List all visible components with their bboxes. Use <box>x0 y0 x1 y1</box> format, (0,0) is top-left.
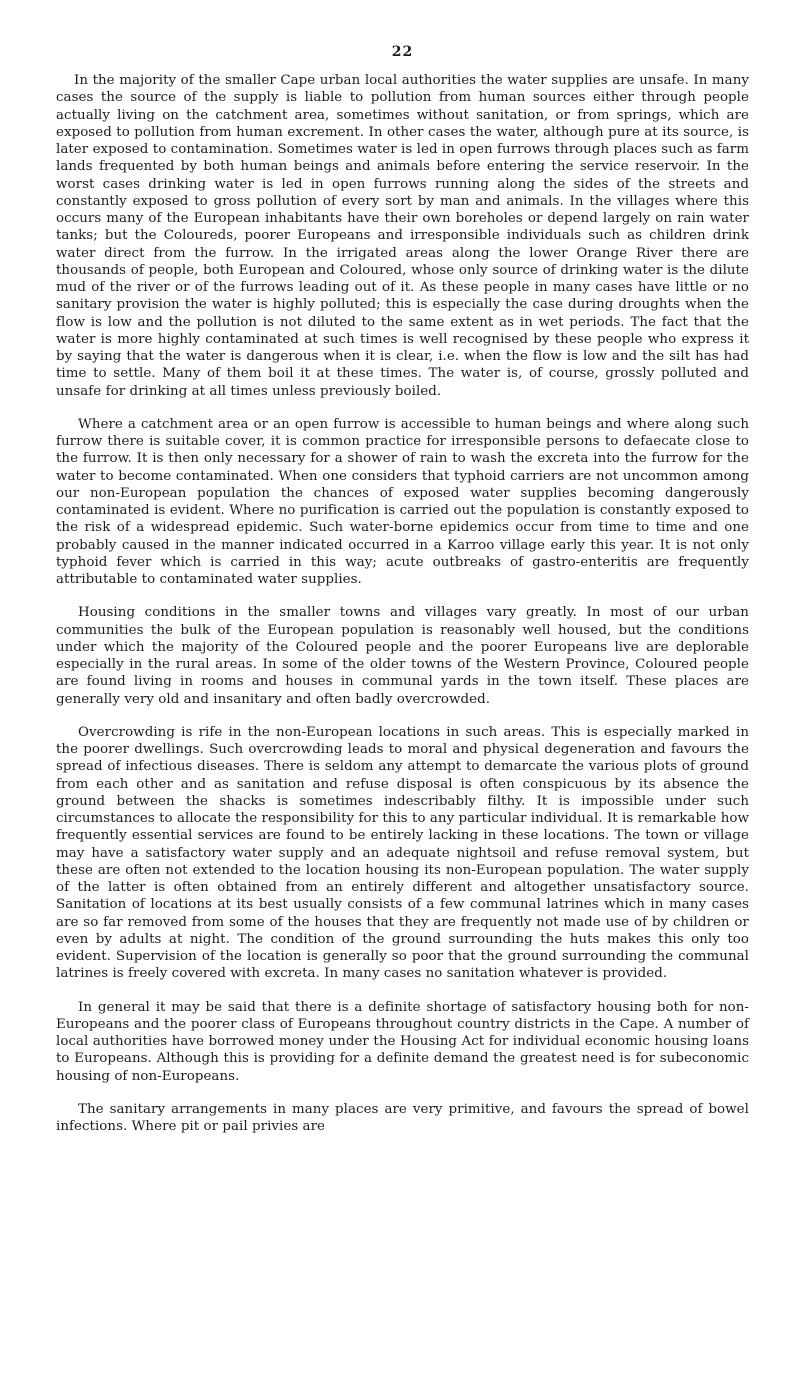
paragraph-water-supplies: In the majority of the smaller Cape urban local authorities the water supplies are unsafe. In many cases the source of the supply is liable to pollution from human sources either through people actually living on the catchment area, sometimes without sanitation, or from springs, which are exposed to pollution from human excrement. In other cases the water, although pure at its source, is later exposed to contamination. Sometimes water is led in open furrows through places such as farm lands frequented by both human beings and animals before entering the service reservoir. In the worst cases drinking water is led in open furrows running along the sides of the streets and constantly exposed to gross pollution of every sort by man and animals. In the villages where this occurs many of the European inhabitants have their own boreholes or depend largely on rain water tanks; but the Coloureds, poorer Europeans and irresponsible individuals such as children drink water direct from the furrow. In the irrigated areas along the lower Orange River there are thousands of people, both European and Coloured, whose only source of drinking water is the dilute mud of the river or of the furrows leading out of it. As these people in many cases have little or no sanitary provision the water is highly polluted; this is especially the case during droughts when the flow is low and the pollution is not diluted to the same extent as in wet periods. The fact that the water is more highly contaminated at such times is well recognised by these people who express it by saying that the water is dangerous when it is clear, i.e. when the flow is low and the silt has had time to settle. Many of them boil it at these times. The water is, of course, grossly polluted and unsafe for drinking at all times unless previously boiled. <box>56 73 749 399</box>
paragraph-catchment-contamination: Where a catchment area or an open furrow is accessible to human beings and where along such furrow there is suitable cover, it is common practice for irresponsible persons to defaecate close to the furrow. It is then only necessary for a shower of rain to wash the excreta into the furrow for the water to become contaminated. When one considers that typhoid carriers are not uncommon among our non-European population the chances of exposed water supplies becoming dangerously contaminated is evident. Where no purification is carried out the population is constantly exposed to the risk of a widespread epidemic. Such water-borne epidemics occur from time to time and one probably caused in the manner indicated occurred in a Karroo village early this year. It is not only typhoid fever which is carried in this way; acute outbreaks of gastro-enteritis are frequently attributable to contaminated water supplies. <box>56 416 749 587</box>
paragraph-housing-shortage: In general it may be said that there is a definite shortage of satisfactory housing both for non-Europeans and the poorer class of Europeans throughout country districts in the Cape. A number of local authorities have borrowed money under the Housing Act for individual economic housing loans to Europeans. Although this is providing for a definite demand the greatest need is for subeconomic housing of non-Europeans. <box>56 999 749 1084</box>
paragraph-overcrowding: Overcrowding is rife in the non-European locations in such areas. This is especially marked in the poorer dwellings. Such overcrowding leads to moral and physical degeneration and favours the spread of infectious diseases. There is seldom any attempt to demarcate the various plots of ground from each other and as sanitation and refuse disposal is often conspicuous by its absence the ground between the shacks is sometimes indescribably filthy. It is impossible under such circumstances to allocate the responsibility for this to any particular individual. It is remarkable how frequently essential services are found to be entirely lacking in these locations. The town or village may have a satisfactory water supply and an adequate nightsoil and refuse removal system, but these are often not extended to the location housing its non-European population. The water supply of the latter is often obtained from an entirely different and altogether unsatisfactory source. Sanitation of locations at its best usually consists of a few communal latrines which in many cases are so far removed from some of the houses that they are frequently not made use of by children or even by adults at night. The condition of the ground surrounding the huts makes this only too evident. Supervision of the location is generally so poor that the ground surrounding the communal latrines is freely covered with excreta. In many cases no sanitation whatever is provided. <box>56 724 749 982</box>
paragraph-sanitary-arrangements: The sanitary arrangements in many places are very primitive, and favours the spread of bowel infections. Where pit or pail privies are <box>56 1101 749 1134</box>
paragraph-housing-conditions: Housing conditions in the smaller towns and villages vary greatly. In most of our urban communities the bulk of the European population is reasonably well housed, but the conditions under which the majority of the Coloured people and the poorer Europeans live are deplorable especially in the rural areas. In some of the older towns of the Western Province, Coloured people are found living in rooms and houses in communal yards in the town itself. These places are generally very old and insanitary and often badly overcrowded. <box>56 605 749 707</box>
page-number: 22 <box>391 44 414 60</box>
